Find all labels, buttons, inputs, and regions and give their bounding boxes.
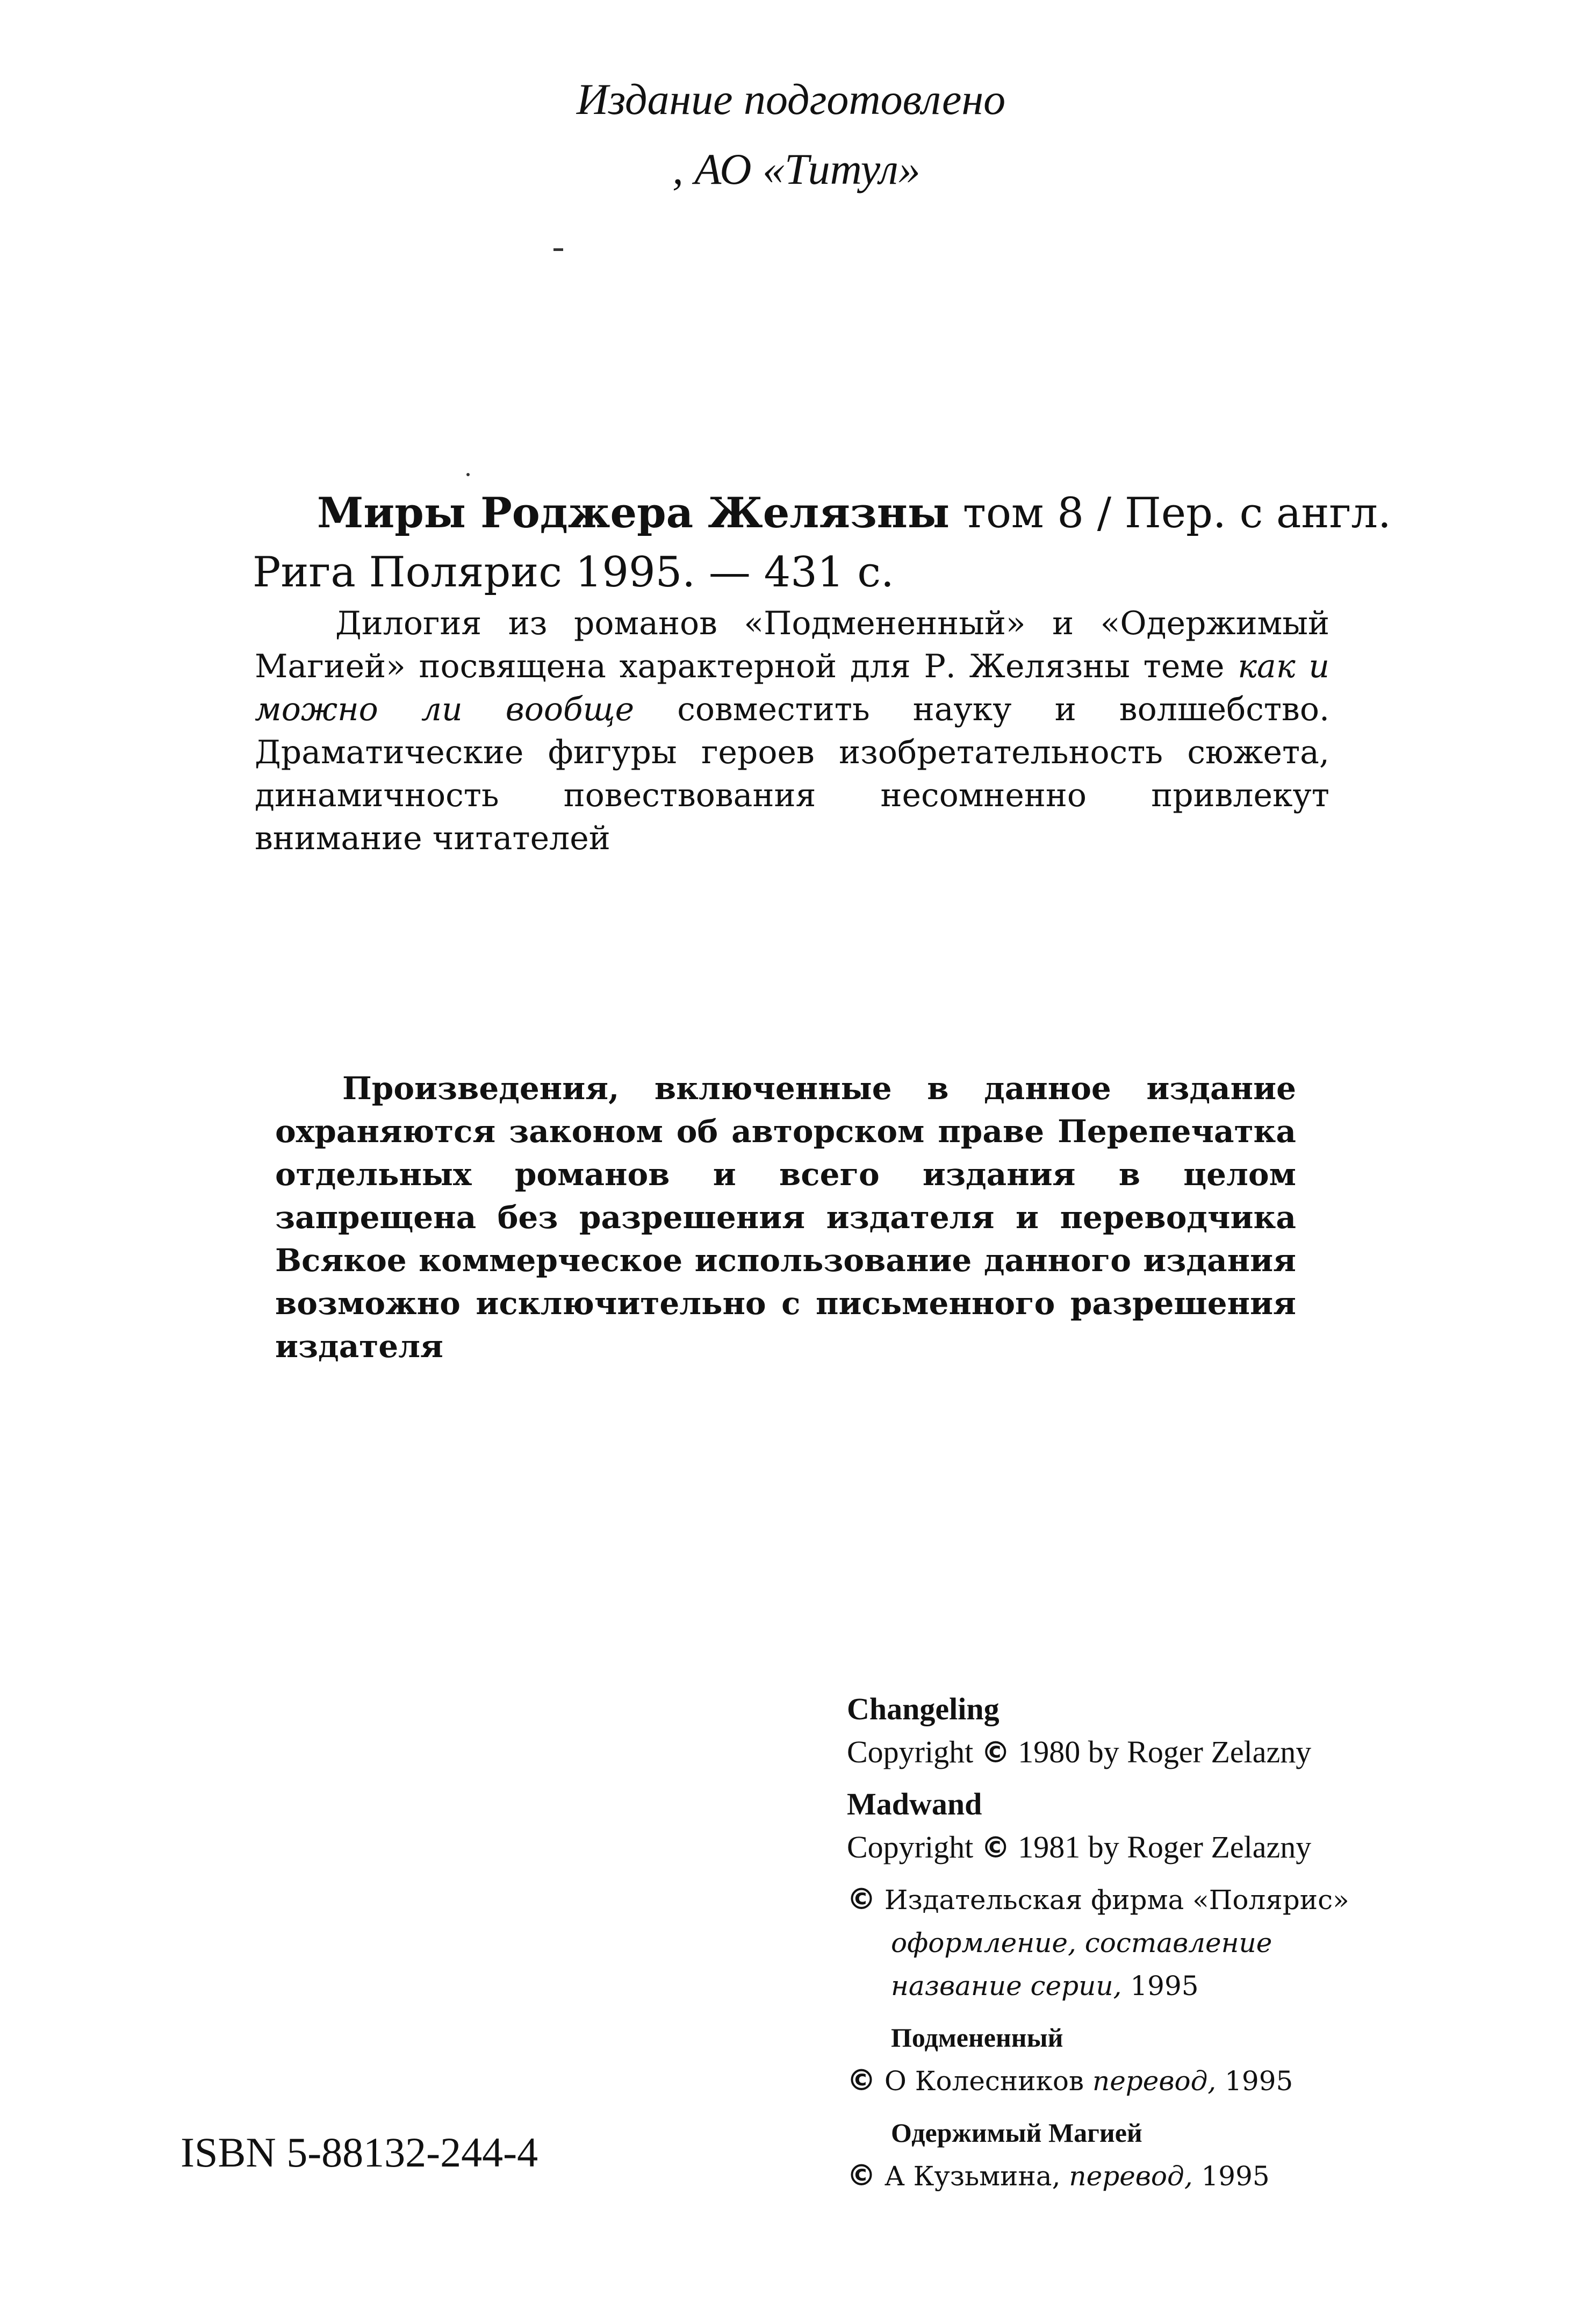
annotation [255, 602, 1329, 860]
podmenenny-title: Подмененный [891, 2022, 1063, 2053]
changeling-copyright: Copyright © 1980 by Roger Zelazny [847, 1734, 1312, 1769]
isbn: ISBN 5-88132-244-4 [181, 2129, 538, 2176]
stray-dot [466, 473, 470, 476]
changeling-title: Changeling [847, 1691, 999, 1726]
rights-oderzhimy [847, 2111, 1545, 2198]
copyright-icon: © [981, 1831, 1010, 1864]
series-title: Миры Роджера Желязны [317, 489, 950, 537]
prepared-by-line2: , АО «Титул» [672, 145, 921, 193]
imprint-line: Рига Полярис 1995. — 431 с. [253, 548, 894, 597]
copyright-icon: © [981, 1735, 1010, 1769]
copyright-icon: © [847, 2063, 876, 2097]
annotation-italic: как и можно ли вообще [255, 648, 1329, 728]
rights-changeling [847, 1688, 1545, 1774]
publisher-line: © Издательская фирма «Полярис» [847, 1882, 1349, 1916]
rights-podmenenny [847, 2016, 1545, 2103]
copyright-notice [275, 1067, 1296, 1368]
rights-block [847, 1688, 1545, 2206]
prepared-by-line1: Издание подготовлено [576, 75, 1006, 124]
publisher-detail1: оформление, составление [891, 1927, 1272, 1959]
book-title-line [253, 484, 1391, 543]
madwand-copyright: Copyright © 1981 by Roger Zelazny [847, 1830, 1312, 1864]
oderzhimy-translation: © А Кузьмина, перевод, 1995 [847, 2158, 1270, 2192]
rights-madwand [847, 1783, 1545, 1869]
podmenenny-translation: © О Колесников перевод, 1995 [847, 2063, 1293, 2097]
copyright-icon: © [847, 2158, 876, 2192]
bibliographic-heading [253, 484, 1391, 602]
madwand-title: Madwand [847, 1787, 982, 1821]
copyright-notice-text: Произведения, включенные в данное издание охраняются законом об авторском праве Перепечатка отдельных романов и всего издания в целом запрещена без разрешения издателя и переводчика Всякое коммерческое использование данного издания возможно исключительно с письменного разрешения издателя [275, 1070, 1296, 1365]
copyright-icon: © [847, 1882, 876, 1916]
oderzhimy-title: Одержимый Магией [891, 2118, 1142, 2148]
stray-mark [553, 248, 563, 251]
rights-publisher [847, 1878, 1545, 2007]
annotation-text: Дилогия из романов «Подмененный» и «Одержимый Магией» посвящена характерной для Р. Желязны теме как и можно ли вообще совместить науку и волшебство. Драматические фигуры героев изобретательность сюжета, динамичность повествования несомненно привлекут внимание читателей [255, 605, 1330, 857]
prepared-by [0, 64, 1582, 204]
volume-info: том 8 / Пер. с англ. [950, 489, 1391, 537]
publisher-detail2: название серии, 1995 [891, 1970, 1199, 2002]
